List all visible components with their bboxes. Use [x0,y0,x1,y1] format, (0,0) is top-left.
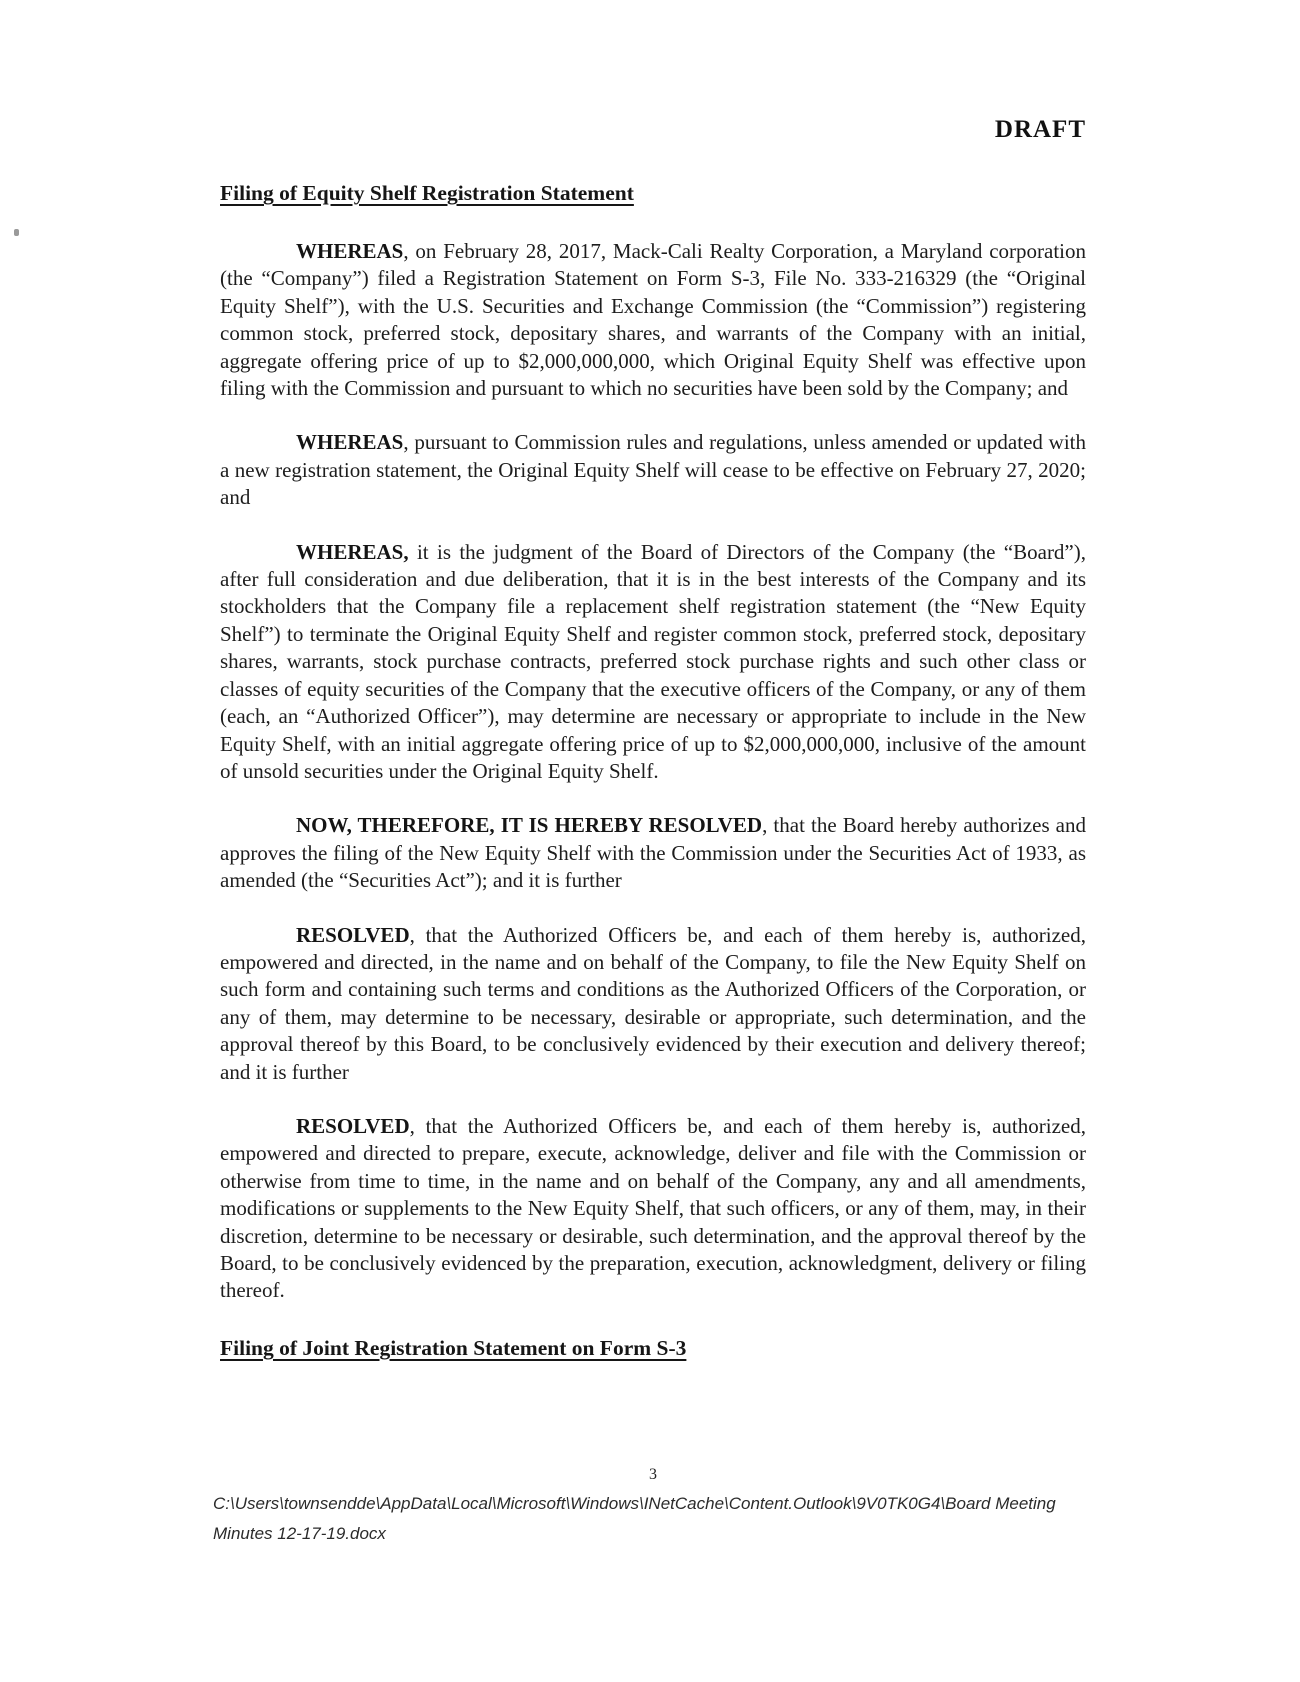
file-path-footer: C:\Users\townsendde\AppData\Local\Microsoft\Windows\INetCache\Content.Outlook\9V0TK0G4\Board Meeting Minutes 12-17-19.docx [213,1494,1056,1543]
paragraph-lead: WHEREAS [296,239,404,263]
paragraph-lead: NOW, THEREFORE, IT IS HEREBY RESOLVED [296,813,763,838]
paragraph-text: , pursuant to Commission rules and regulations, unless amended or updated with a new registration statement, the Original Equity Shelf will cease to be effective on February 27, 2020; and [220,430,1086,510]
section-heading-equity-shelf-text: Filing of Equity Shelf Registration Statement [220,181,634,205]
paragraph-text: , that the Authorized Officers be, and each of them hereby is, authorized, empowered and directed, in the name and on behalf of the Company, to file the New Equity Shelf on such form and containing such terms and conditions as the Authorized Officers of the Corporation, or any of them, may determine to be necessary, desirable or appropriate, such determination, and the approval thereof by this Board, to be conclusively evidenced by their execution and delivery thereof; and it is further [220,922,1086,1084]
paragraph-text: , that the Authorized Officers be, and each of them hereby is, authorized, empowered and directed to prepare, execute, acknowledge, deliver and file with the Commission or otherwise from time to time, in the name and on behalf of the Company, any and all amendments, modifications or supplements to the New Equity Shelf, that such officers, or any of them, may, in their discretion, determine to be necessary or desirable, such determination, and the approval thereof by the Board, to be conclusively evidenced by the preparation, execution, acknowledgment, delivery or filing thereof. [220,1113,1086,1303]
paragraph-text: , on February 28, 2017, Mack-Cali Realty Corporation, a Maryland corporation (the “Company”) filed a Registration Statement on Form S-3, File No. 333-216329 (the “Original Equity Shelf”), with the U.S. Securities and Exchange Commission (the “Commission”) registering common stock, preferred stock, depositary shares, and warrants of the Company with an initial, aggregate offering price of up to $2,000,000,000, which Original Equity Shelf was effective upon filing with the Commission and pursuant to which no securities have been sold by the Company; and [220,239,1086,401]
page-number: 3 [649,1466,657,1483]
paragraph-resolved-file-shelf [220,922,1086,1086]
scan-artifact [14,229,19,236]
paragraph-whereas-board-judgment [220,539,1086,786]
draft-watermark: DRAFT [994,116,1086,143]
paragraph-lead: WHEREAS, [296,539,409,564]
paragraph-lead: RESOLVED [296,922,410,947]
paragraph-whereas-expiration [220,429,1086,511]
document-body [220,0,1086,1362]
section-heading-joint-registration [220,1335,1086,1362]
paragraph-resolved-amendments [220,1113,1086,1305]
paragraph-text: , that the Board hereby authorizes and approves the filing of the New Equity Shelf with the Commission under the Securities Act of 1933, as amended (the “Securities Act”); and it is further [220,813,1087,893]
paragraph-now-therefore-resolved [220,812,1086,894]
paragraph-text: it is the judgment of the Board of Directors of the Company (the “Board”), after full consideration and due deliberation, that it is in the best interests of the Company and its stockholders that the Company file a replacement shelf registration statement (the “New Equity Shelf”) to terminate the Original Equity Shelf and register common stock, preferred stock, depositary shares, warrants, stock purchase contracts, preferred stock purchase rights and such other class or classes of equity securities of the Company that the executive officers of the Company, or any of them (each, an “Authorized Officer”), may determine are necessary or appropriate to include in the New Equity Shelf, with an initial aggregate offering price of up to $2,000,000,000, inclusive of the amount of unsold securities under the Original Equity Shelf. [220,539,1086,783]
section-heading-joint-registration-text: Filing of Joint Registration Statement on Form S-3 [220,1335,687,1360]
section-heading-equity-shelf [220,180,1086,207]
paragraph-lead: WHEREAS [296,430,404,455]
paragraph-lead: RESOLVED [296,1113,410,1138]
paragraph-whereas-original-shelf [220,238,1086,402]
